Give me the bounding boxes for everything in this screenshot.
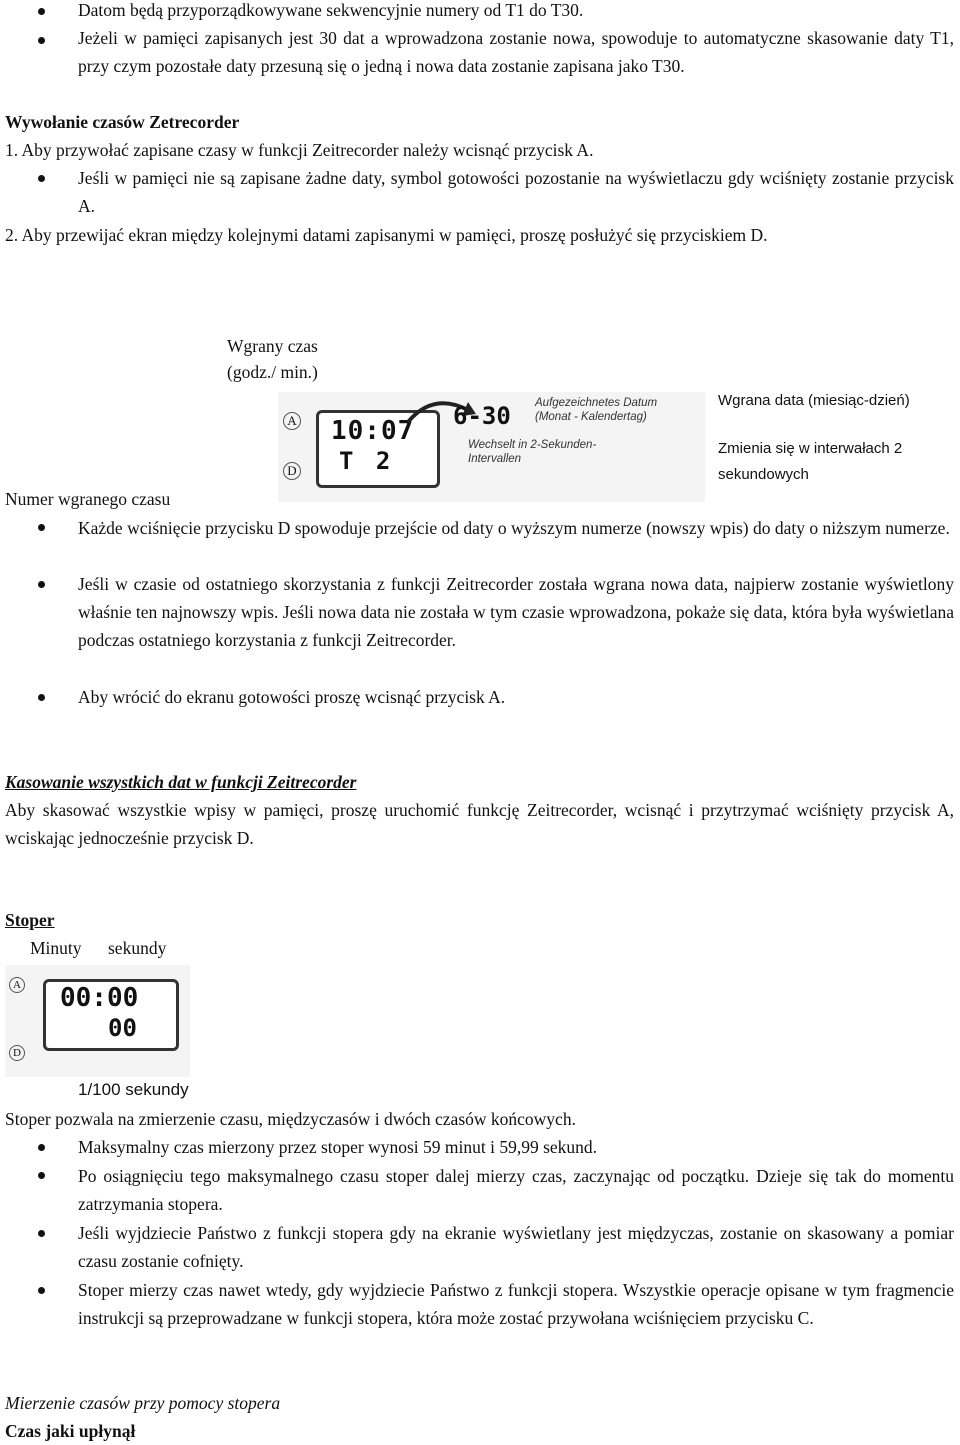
recall-bullet: Jeśli w pamięci nie są zapisane żadne daty, symbol gotowości pozostanie na wyświetlaczu gdy wciśnięty zostanie przycisk A. [78, 168, 954, 216]
bullet-runs-in-background: Stoper mierzy czas nawet wtedy, gdy wyjdziecie Państwo z funkcji stopera. Wszystkie operacje opisane w tym fragmencie instrukcji są przeprowadzane w funkcji stopera, która może zostać przywołana wciśnięciem przycisku C. [78, 1280, 954, 1328]
section-title-recall: Wywołanie czasów Zetrecorder [5, 112, 240, 132]
section-subtitle-elapsed: Czas jaki upłynął [5, 1421, 136, 1441]
bullet-numbering: Datom będą przyporządkowywane sekwencyjnie numery od T1 do T30. [78, 0, 584, 20]
lcd-main: 00:00 [60, 983, 139, 1013]
label-hundredths: 1/100 sekundy [78, 1080, 189, 1099]
bullet-dot [38, 175, 45, 182]
german-caption-date: Aufgezeichnetes Datum (Monat - Kalendertag) [535, 397, 658, 423]
lcd-record-number: T 2 [339, 447, 395, 475]
delete-text: Aby skasować wszystkie wpisy w pamięci, proszę uruchomić funkcję Zeitrecorder, wcisnąć i przytrzymać wciśnięty przycisk A, wciskając jednocześnie przycisk D. [5, 800, 954, 848]
label-minutes: Minuty [30, 938, 82, 958]
bullet-split-cleared: Jeśli wyjdziecie Państwo z funkcji stopera gdy na ekranie wyświetlany jest międzyczas, zostanie on skasowany a pomiar czasu zostanie cofnięty. [78, 1223, 954, 1271]
section-title-stopwatch: Stoper [5, 910, 55, 930]
button-d-icon: D [9, 1045, 25, 1061]
german-caption-interval: Wechselt in 2-Sekunden- Intervallen [468, 439, 597, 465]
section-title-measure: Mierzenie czasów przy pomocy stopera [5, 1393, 281, 1413]
bullet-press-d: Każde wciśnięcie przycisku D spowoduje przejście od daty o wyższym numerze (nowszy wpis) do daty o niższym numerze. [78, 518, 950, 538]
recall-step-1: 1. Aby przywołać zapisane czasy w funkcji Zeitrecorder należy wcisnąć przycisk A. [5, 140, 594, 160]
stopwatch-intro: Stoper pozwala na zmierzenie czasu, międzyczasów i dwóch czasów końcowych. [5, 1109, 576, 1129]
bullet-dot [38, 1287, 45, 1294]
bullet-overflow: Jeżeli w pamięci zapisanych jest 30 dat a wprowadzona zostanie nowa, spowoduje to automatyczne skasowanie daty T1, przy czym pozostałe daty przesuną się o jedną i nowa data zostanie zapisana jako T30. [78, 28, 954, 76]
figure-label-interval: Zmienia się w interwałach 2 sekundowych [718, 440, 903, 483]
bullet-dot [38, 524, 45, 531]
button-a-icon: A [9, 977, 25, 993]
bullet-restart: Po osiągnięciu tego maksymalnego czasu stoper dalej mierzy czas, zaczynając od początku. Dzieje się tak do momentu zatrzymania stopera. [78, 1166, 954, 1214]
figure-label-time: Wgrany czas (godz./ min.) [227, 336, 318, 382]
recall-step-2: 2. Aby przewijać ekran między kolejnymi datami zapisanymi w pamięci, proszę posłużyć się przyciskiem D. [5, 225, 768, 245]
bullet-return: Aby wrócić do ekranu gotowości proszę wcisnąć przycisk A. [78, 687, 506, 707]
bullet-max-time: Maksymalny czas mierzony przez stoper wynosi 59 minut i 59,99 sekund. [78, 1137, 598, 1157]
stopwatch-display-image [5, 965, 190, 1077]
button-a-icon: A [283, 412, 301, 430]
bullet-dot [38, 1144, 45, 1151]
lcd-date: 6-30 [453, 402, 511, 430]
bullet-dot [38, 1230, 45, 1237]
bullet-dot [38, 694, 45, 701]
bullet-dot [38, 1172, 45, 1179]
button-d-icon: D [283, 462, 301, 480]
bullet-dot [38, 37, 45, 44]
figure-label-date: Wgrana data (miesiąc-dzień) [718, 392, 910, 409]
section-title-delete: Kasowanie wszystkich dat w funkcji Zeitrecorder [5, 772, 357, 792]
label-seconds: sekundy [108, 938, 167, 958]
bullet-dot [38, 8, 45, 15]
bullet-dot [38, 581, 45, 588]
bullet-newest-entry: Jeśli w czasie od ostatniego skorzystania z funkcji Zeitrecorder została wgrana nowa data, najpierw zostanie wyświetlony właśnie ten najnowszy wpis. Jeśli nowa data nie została w tym czasie wprowadzona, pokaże się data, która była wyświetlana podczas ostatniego korzystania z funkcji Zeitrecorder. [78, 574, 954, 650]
stopwatch-lcd [43, 979, 179, 1051]
figure-label-number: Numer wgranego czasu [5, 489, 171, 509]
lcd-hundredths: 00 [108, 1014, 137, 1042]
watch-display-image [278, 392, 705, 502]
lcd-time: 10:07 [331, 416, 415, 446]
